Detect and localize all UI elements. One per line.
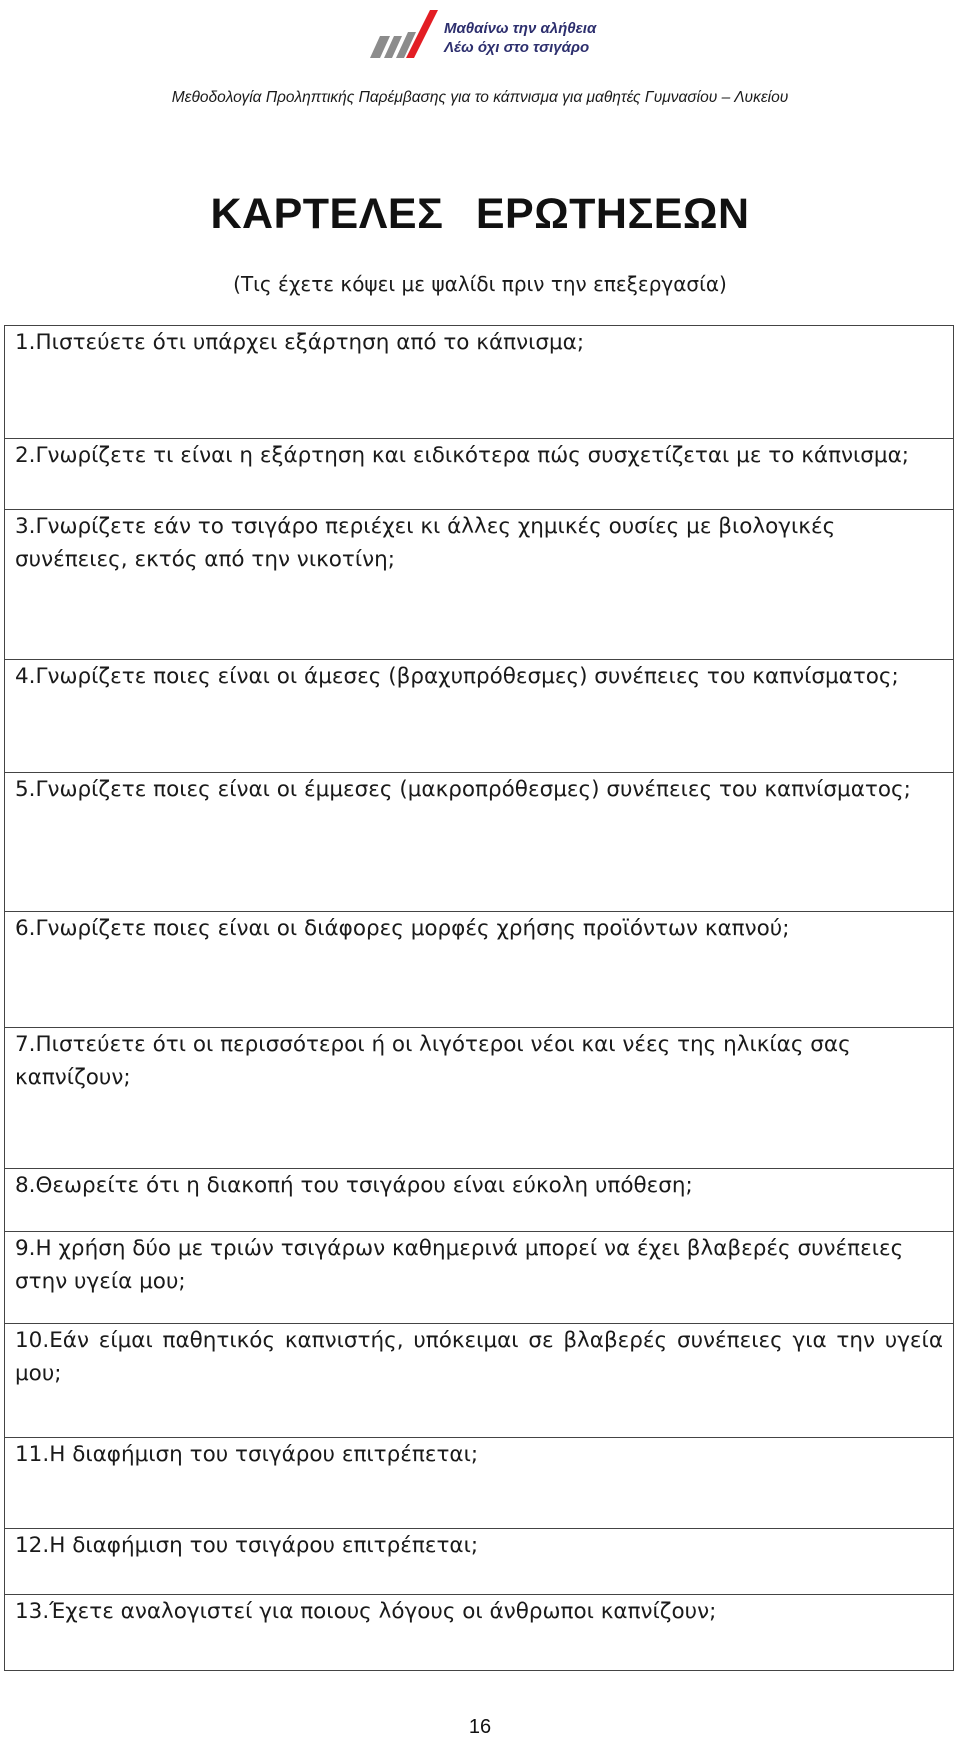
logo-text-line2: Λέω όχι στο τσιγάρο	[444, 39, 590, 56]
question-text: 1.Πιστεύετε ότι υπάρχει εξάρτηση από το κάπνισμα;	[15, 330, 585, 355]
question-text: 12.Η διαφήμιση του τσιγάρου επιτρέπεται;	[15, 1533, 479, 1558]
question-cards-table	[4, 325, 954, 1671]
question-text: 6.Γνωρίζετε ποιες είναι οι διάφορες μορφές χρήσης προϊόντων καπνού;	[15, 916, 790, 941]
question-text: 10.Εάν είμαι παθητικός καπνιστής, υπόκειμαι σε βλαβερές συνέπειες για την υγεία μου;	[15, 1328, 943, 1386]
question-card-2	[5, 438, 953, 509]
question-card-4	[5, 659, 953, 772]
question-text: 13.Έχετε αναλογιστεί για ποιους λόγους οι άνθρωποι καπνίζουν;	[15, 1599, 717, 1624]
question-card-6	[5, 911, 953, 1027]
question-text: 3.Γνωρίζετε εάν το τσιγάρο περιέχει κι άλλες χημικές ουσίες με βιολογικές συνέπειες, εκτός από την νικοτίνη;	[15, 514, 836, 572]
instructions-text: (Τις έχετε κόψει με ψαλίδι πριν την επεξεργασία)	[233, 272, 727, 296]
question-card-7	[5, 1027, 953, 1168]
campaign-logo	[368, 8, 608, 64]
question-card-5	[5, 772, 953, 911]
question-card-9	[5, 1231, 953, 1323]
logo-text-line1: Μαθαίνω την αλήθεια	[444, 20, 597, 37]
question-text: 7.Πιστεύετε ότι οι περισσότεροι ή οι λιγότεροι νέοι και νέες της ηλικίας σας καπνίζουν;	[15, 1032, 851, 1090]
page-title: ΚΑΡΤΕΛΕΣ ΕΡΩΤΗΣΕΩΝ	[210, 190, 750, 238]
question-text: 8.Θεωρείτε ότι η διακοπή του τσιγάρου είναι εύκολη υπόθεση;	[15, 1173, 693, 1198]
question-text: 9.Η χρήση δύο με τριών τσιγάρων καθημερινά μπορεί να έχει βλαβερές συνέπειες στην υγεία μου;	[15, 1236, 904, 1294]
page-number: 16	[468, 1716, 492, 1738]
document-subtitle: Μεθοδολογία Προληπτικής Παρέμβασης για το κάπνισμα για μαθητές Γυμνασίου – Λυκείου	[171, 89, 789, 106]
question-text: 4.Γνωρίζετε ποιες είναι οι άμεσες (βραχυπρόθεσμες) συνέπειες του καπνίσματος;	[15, 664, 899, 689]
question-text: 11.Η διαφήμιση του τσιγάρου επιτρέπεται;	[15, 1442, 479, 1467]
logo-stripes-icon	[368, 8, 440, 64]
question-card-10	[5, 1323, 953, 1437]
question-text: 2.Γνωρίζετε τι είναι η εξάρτηση και ειδικότερα πώς συσχετίζεται με το κάπνισμα;	[15, 443, 910, 468]
question-text: 5.Γνωρίζετε ποιες είναι οι έμμεσες (μακροπρόθεσμες) συνέπειες του καπνίσματος;	[15, 777, 911, 802]
question-card-11	[5, 1437, 953, 1528]
question-card-13	[5, 1594, 953, 1670]
question-card-8	[5, 1168, 953, 1231]
question-card-12	[5, 1528, 953, 1594]
question-card-3	[5, 509, 953, 659]
question-card-1	[5, 326, 953, 438]
